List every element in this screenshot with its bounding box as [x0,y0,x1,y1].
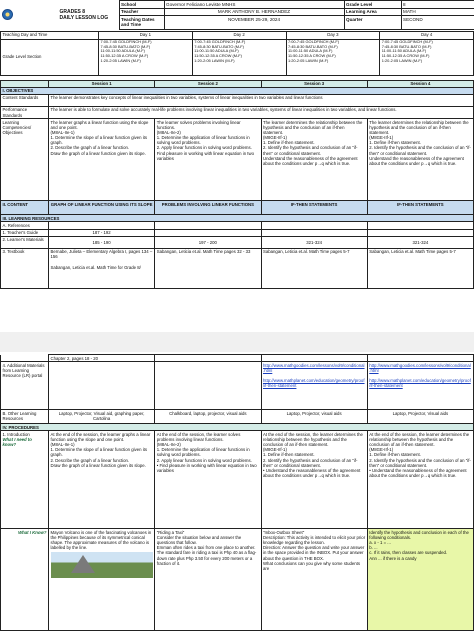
learning-area-label: Learning Area [344,8,401,16]
day-2: Day 2 [192,31,286,39]
what-i-need-to-know-label: What I need to know? [2,436,32,448]
grade-level-value: 8 [401,1,474,9]
content-session-4: IF-THEN STATEMENTS [367,201,473,215]
section-schedule-3: 7:00-7:45 GOLDFINCH (M-F) 7:45-8:30 BATU-BATO (M-F) 11:00-11:50 ADULA (M-F) 11:50-12:35 A CROW (M-F) 1:20-2:05 LAWIN (M-F) [286,39,380,75]
grade-title: GRADES 8 [59,8,86,15]
references-label: A. References [1,222,49,229]
additional-link-session-3[interactable]: http://www.mathgoodies.com/lessons/vol9/conditional.html http://www.mathplanet.com/education/geometry/proof/if-then-statement [261,362,367,410]
textbook-session-1: Bernabe, Julieta – Elementary Algebra I, pages 134 – 156 Sabangan, Leticia et.al. Math Time for Grade 8/ [49,248,155,288]
teachers-guide-label: 1. Teacher's Guide [1,229,49,236]
other-session-2: Chalkboard, laptop, projector, visual aids [155,410,261,424]
session-3-head: Session 3 [261,80,367,87]
performance-standards-value: The learner is able to formulate and solve accurately real-life problems involving linear inequalities in two variables, systems of linear inequalities in two variables, and linear functions. [49,106,474,118]
competency-session-4: The learner determines the relationship between the hypothesis and the conclusion of an if-then statement. (M8GE-IIf-1) 1. Define if-then statement. 2. Identify the hypothesis and the conclusion of an "if-then" or conditional statement. Understand the reasonableness of the agreement about the conditions under p→q which is true. [367,119,473,201]
additional-materials-label: 4. Additional Materials from Learning Resource (LR) portal [1,362,49,410]
additional-session-2 [155,362,261,410]
day-1: Day 1 [99,31,193,39]
lesson-log-page-2 [0,352,474,632]
school-value: Governor Feliciano Leviste MNHS [164,1,344,9]
procedures-table [0,354,474,631]
content-session-3: IF-THEN STATEMENTS [261,201,367,215]
content-session-1: GRAPH OF LINEAR FUNCTION USING ITS SLOPE [49,201,155,215]
competency-session-1: The learner graphs a linear function using the slope and one point. (M8AL-IIe-1) 1. Determine the slope of a linear function given its graph. 2. Describe the graph of a linear function. Draw the graph of a linear function given its slope. [49,119,155,201]
header-table [0,0,474,30]
guide-session-3 [261,229,367,236]
section-schedule-4: 7:00-7:45 GOLDFINCH (M-F) 7:45-8:30 BATU-BATO (M-F) 11:00-11:50 ADULA (M-F) 11:50-12:35 A CROW (M-F) 1:20-2:05 LAWIN (M-F) [380,39,474,75]
other-session-4: Laptop, Projector, Visual aids [367,410,473,424]
intro-session-3: At the end of the session, the learner determines the relationship between the hypothesis and the conclusion of an if-then statement. (M8GE-IIf-1) 1. Define if-then statement. 2. Identify the hypothesis and conclusion of an "if-then" or conditional statement. • Understand the reasonableness of the agreement about the conditions under p→q which is true. [261,431,367,529]
session-4-head: Session 4 [367,80,473,87]
teacher-label: Teacher [119,8,164,16]
page-gap [0,332,474,352]
objectives-table [0,80,474,289]
logo-cell [0,1,58,30]
content-standards-value: The learner demonstrates key concepts of linear inequalities in two variables, systems of linear inequalities in two variables and linear functions [49,94,474,106]
grade-level-label: Grade Level [344,1,401,9]
intro-session-2: At the end of the session, the learner solves problems involving linear functions. (M8AL-IIe-2) 1. Determine the application of linear functions in solving word problems. 2. Apply linear functions in solving word problems. • Find pleasure in working with linear equation in two variables [155,431,261,529]
know-session-4: Identify the hypothesis and conclusion in each of the following conditionals. a. x - 1 = ... b. ... c. If it rains, then classes are suspended. Ann ... if there is a candy [367,529,473,631]
title-cell [58,1,119,30]
introduction-cell [1,431,49,529]
additional-link-session-4[interactable]: http://www.mathgoodies.com/lessons/vol9/conditional.html http://www.mathplanet.com/education/geometry/proof/if-then-statement [367,362,473,410]
dates-value: NOVEMBER 25-29, 2024 [164,16,344,29]
competency-session-2: The learner solves problems involving linear functions. (M8AL-IIe-2) 1. Determine the application of linear functions in solving word problems. 2. Apply linear functions in solving word problems. Find pleasure in working with linear equation in two variables [155,119,261,201]
textbook-label: 3. Textbook [1,248,49,288]
quarter-label: Quarter [344,16,401,29]
content-title: II. CONTENT [1,201,49,215]
other-session-1: Laptop, Projector, Visual aid, graphing paper, Cartolina [49,410,155,424]
know-session-2: "Riding a Taxi" Consider the situation below and answer the questions that follow. Emman often rides a taxi from one place to another. The standard fare in riding a taxi is Php 40 as a flag-down rate plus Php 3.50 for every 200 meters or a fraction of it. [155,529,261,631]
session-1-head: Session 1 [49,80,155,87]
content-session-2: PROBLEMS INVOLVING LINEAR FUNCTIONS [155,201,261,215]
dates-label: Teaching Dates and Time [119,16,164,29]
section-schedule-2: 7:00-7:45 GOLDFINCH (M-F) 7:45-8:30 BATU-BATO (M-F) 11:00-11:50 ADULA (M-F) 11:50-12:35 A CROW (M-F) 1:20-2:05 LAWIN (M-F) [192,39,286,75]
guide-session-1: 187 - 192 [49,229,155,236]
teaching-day-label: Teaching Day and Time [1,31,99,39]
teacher-value: MARK ANTHONY B. HERNANDEZ [164,8,344,16]
guide-session-4 [367,229,473,236]
know-session-1-cell [49,529,155,631]
materials-session-3: 321-324 [261,236,367,248]
intro-session-1: At the end of the session, the learner graphs a linear function using the slope and one point. (M8AL-IIe-1) 1. Determine the slope of a linear function given its graph. 2. Describe the graph of a linear function. Draw the graph of a linear function given its slope. [49,431,155,529]
schedule-table [0,31,474,76]
what-i-know-label: What I Know? [1,529,49,631]
materials-session-4: 321-324 [367,236,473,248]
textbook-session-3: Sabangan, Leticia et.al. Math Time pages 5-7 [261,248,367,288]
day-4: Day 4 [380,31,474,39]
learning-area-value: MATH [401,8,474,16]
materials-session-2: 197 - 200 [155,236,261,248]
know-session-1: Mayon Volcano is one of the fascinating volcanoes in the Philippines because of its symmetrical conical shape. The approximate measures of the volcano is labelled by the line. [50,529,152,551]
competency-session-3: The learner determines the relationship between the hypothesis and the conclusion of an if-then statement. (M8GE-IIf-1) 1. Define if-then statement. 2. Identify the hypothesis and conclusion of an "if-then" or conditional statement. Understand the reasonableness of the agreement about the conditions under p→q which is true. [261,119,367,201]
session-2-head: Session 2 [155,80,261,87]
blank-session-head [1,80,49,87]
resources-title: III. LEARNING RESOURCES [1,215,474,222]
chapter-note: Chapter 2, pages 18 - 20 [49,355,155,362]
intro-session-4: At the end of the session, the learner determines the relationship between the hypothesis and the conclusion of an if-then statement. (M8GE-IIf-1) 1. Define if-then statement. 2. Identify the hypothesis and the conclusion of an "if-then" or conditional statement. • Understand the reasonableness of the agreement about the conditions under p→q which is true. [367,431,473,529]
additional-session-1 [49,362,155,410]
performance-standards-label: Performance Standards [1,106,49,118]
materials-session-1: 185 - 190 [49,236,155,248]
competencies-label: Learning Competencies/ Objectives [1,119,49,201]
learners-materials-label: 2. Learner's Materials [1,236,49,248]
other-resources-label: B. Other Learning Resources [1,410,49,424]
deped-seal-icon [2,9,13,20]
quarter-value: SECOND [401,16,474,29]
textbook-session-4: Sabangan, Leticia et.al. Math Time pages 5-7 [367,248,473,288]
introduction-label: 1. Introduction [2,431,30,437]
textbook-session-2: Sabangan, Leticia et.al. Math Time pages 32 - 33 [155,248,261,288]
day-3: Day 3 [286,31,380,39]
log-title: DAILY LESSON LOG [59,14,109,21]
know-session-3: "Inbox-Outbox Sheet" Description: This activity is intended to elicit your prior knowledge regarding the lesson. Direction: Answer the question and write your answer in the space provided in the INBOX. Put your answer about the question in THE BOX. What conclusions can you give why some students are [261,529,367,631]
objectives-title: I. OBJECTIVES [1,87,474,94]
section-schedule-1: 7:00-7:45 GOLDFINCH (M-F) 7:45-8:30 BATU-BATO (M-F) 11:00-11:50 ADULA (M-F) 11:50-12:35 A CROW (M-F) 1:20-2:05 LAWIN (M-F) [99,39,193,75]
guide-session-2 [155,229,261,236]
grade-section-label: Grade Level Section [1,39,99,75]
procedures-title: IV. PROCEDURES [1,424,474,431]
mayon-volcano-image [51,552,153,578]
content-standards-label: Content Standards [1,94,49,106]
other-session-3: Laptop, Projector, visual aids [261,410,367,424]
school-label: School [119,1,164,9]
